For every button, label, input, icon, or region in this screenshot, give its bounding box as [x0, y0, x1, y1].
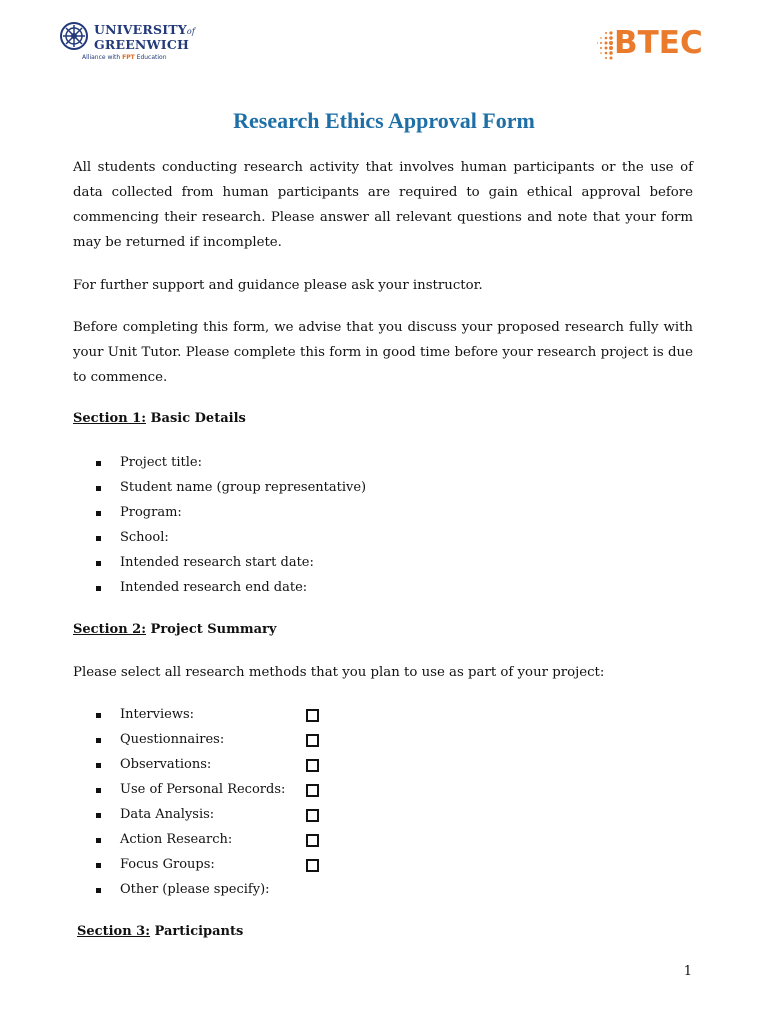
bullet-icon — [96, 713, 101, 718]
list-item: Project title: — [96, 450, 366, 475]
section-2-heading — [73, 622, 276, 637]
list-item: Questionnaires: — [96, 727, 285, 752]
bullet-icon — [96, 813, 101, 818]
page-title: Research Ethics Approval Form — [233, 108, 535, 133]
basic-details-list — [96, 450, 366, 600]
bullet-icon — [96, 486, 101, 491]
section-3-heading — [77, 924, 243, 939]
focus-groups-checkbox[interactable] — [306, 859, 319, 872]
bullet-icon — [96, 888, 101, 893]
bullet-icon — [96, 838, 101, 843]
list-item: Use of Personal Records: — [96, 777, 285, 802]
observations-checkbox[interactable] — [306, 759, 319, 772]
section-1-heading — [73, 411, 246, 426]
support-paragraph: For further support and guidance please ask your instructor. — [73, 278, 483, 293]
section-1-label: Section 1: — [73, 411, 147, 426]
bullet-icon — [96, 511, 101, 516]
intro-paragraph: All students conducting research activity that involves human participants or the use of data collected from human participants are required to gain ethical approval before commencing their research. Please answer all relevant questions and note that your form may be returned if incomplete. — [73, 160, 693, 250]
list-item: Observations: — [96, 752, 285, 777]
list-item: Interviews: — [96, 702, 285, 727]
action-research-checkbox[interactable] — [306, 834, 319, 847]
bullet-icon — [96, 738, 101, 743]
alliance-tagline: Alliance with FPT Education — [82, 54, 167, 61]
section-3-title: Participants — [154, 924, 244, 939]
section-3-label: Section 3: — [77, 924, 151, 939]
data-analysis-checkbox[interactable] — [306, 809, 319, 822]
btec-dots-icon — [596, 30, 616, 60]
list-item: Data Analysis: — [96, 802, 285, 827]
list-item: Other (please specify): — [96, 877, 285, 902]
list-item: Student name (group representative) — [96, 475, 366, 500]
questionnaires-checkbox[interactable] — [306, 734, 319, 747]
section-1-title: Basic Details — [150, 411, 246, 426]
advice-paragraph: Before completing this form, we advise that you discuss your proposed research fully with your Unit Tutor. Please complete this form in good time before your research project is due to commence. — [73, 320, 693, 385]
list-item: Intended research start date: — [96, 550, 366, 575]
list-item: Action Research: — [96, 827, 285, 852]
university-of-greenwich-logo — [60, 20, 196, 68]
bullet-icon — [96, 561, 101, 566]
section-2-prompt: Please select all research methods that you plan to use as part of your project: — [73, 665, 605, 680]
list-item: Intended research end date: — [96, 575, 366, 600]
research-methods-list — [96, 702, 285, 902]
page-number: 1 — [683, 964, 692, 979]
bullet-icon — [96, 763, 101, 768]
university-name: UNIVERSITYof GREENWICH — [94, 22, 196, 52]
bullet-icon — [96, 863, 101, 868]
btec-logo — [596, 25, 706, 62]
university-crest-icon — [60, 22, 88, 50]
personal-records-checkbox[interactable] — [306, 784, 319, 797]
btec-wordmark: BTEC — [614, 25, 703, 61]
interviews-checkbox[interactable] — [306, 709, 319, 722]
list-item: Program: — [96, 500, 366, 525]
section-2-label: Section 2: — [73, 622, 147, 637]
bullet-icon — [96, 536, 101, 541]
list-item: School: — [96, 525, 366, 550]
bullet-icon — [96, 788, 101, 793]
section-2-title: Project Summary — [150, 622, 277, 637]
bullet-icon — [96, 586, 101, 591]
bullet-icon — [96, 461, 101, 466]
list-item: Focus Groups: — [96, 852, 285, 877]
